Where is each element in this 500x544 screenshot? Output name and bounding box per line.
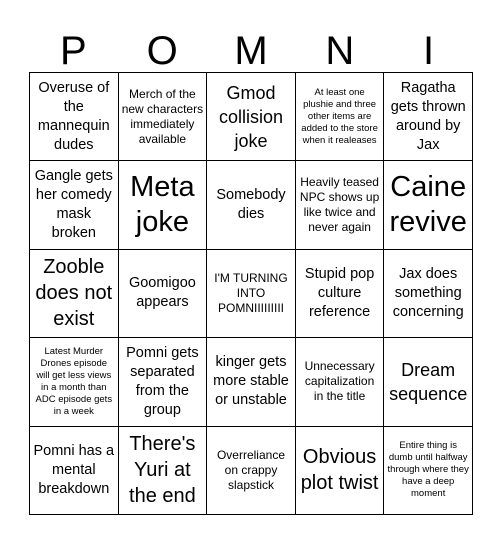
- bingo-cell-r3-c2[interactable]: kinger gets more stable or unstable: [207, 338, 296, 426]
- bingo-cell-r1-c1[interactable]: Meta joke: [119, 161, 208, 249]
- bingo-cell-r1-c4[interactable]: Caine revive: [384, 161, 473, 249]
- bingo-cell-r0-c2[interactable]: Gmod collision joke: [207, 73, 296, 161]
- bingo-grid: [29, 72, 473, 515]
- bingo-cell-r4-c4[interactable]: Entire thing is dumb until halfway through where they have a deep moment: [384, 427, 473, 515]
- bingo-cell-r4-c0[interactable]: Pomni has a mental breakdown: [30, 427, 119, 515]
- bingo-cell-r1-c2[interactable]: Somebody dies: [207, 161, 296, 249]
- bingo-cell-r2-c1[interactable]: Goomigoo appears: [119, 250, 208, 338]
- bingo-cell-r3-c0[interactable]: Latest Murder Drones episode will get less views in a month than ADC episode gets in a week: [30, 338, 119, 426]
- bingo-cell-r2-c2[interactable]: I'M TURNING INTO POMNIIIIIIIII: [207, 250, 296, 338]
- bingo-cell-r3-c3[interactable]: Unnecessary capitalization in the title: [296, 338, 385, 426]
- bingo-cell-r1-c3[interactable]: Heavily teased NPC shows up like twice and never again: [296, 161, 385, 249]
- bingo-cell-r4-c1[interactable]: There's Yuri at the end: [119, 427, 208, 515]
- bingo-cell-r1-c0[interactable]: Gangle gets her comedy mask broken: [30, 161, 119, 249]
- bingo-cell-r0-c4[interactable]: Ragatha gets thrown around by Jax: [384, 73, 473, 161]
- bingo-cell-r3-c1[interactable]: Pomni gets separated from the group: [119, 338, 208, 426]
- bingo-cell-r2-c4[interactable]: Jax does something concerning: [384, 250, 473, 338]
- bingo-cell-r0-c1[interactable]: Merch of the new characters immediately available: [119, 73, 208, 161]
- header-letter-m: M: [234, 29, 268, 73]
- bingo-header: [29, 30, 473, 72]
- header-letter-o: O: [146, 29, 178, 73]
- bingo-cell-r0-c3[interactable]: At least one plushie and three other items are added to the store when it realeases: [296, 73, 385, 161]
- bingo-cell-r2-c3[interactable]: Stupid pop culture reference: [296, 250, 385, 338]
- header-letter-i: I: [423, 29, 435, 73]
- header-letter-n: N: [325, 29, 355, 73]
- header-letter-p: P: [60, 29, 87, 73]
- bingo-cell-r3-c4[interactable]: Dream sequence: [384, 338, 473, 426]
- bingo-cell-r4-c3[interactable]: Obvious plot twist: [296, 427, 385, 515]
- bingo-cell-r0-c0[interactable]: Overuse of the mannequin dudes: [30, 73, 119, 161]
- bingo-cell-r4-c2[interactable]: Overreliance on crappy slapstick: [207, 427, 296, 515]
- bingo-cell-r2-c0[interactable]: Zooble does not exist: [30, 250, 119, 338]
